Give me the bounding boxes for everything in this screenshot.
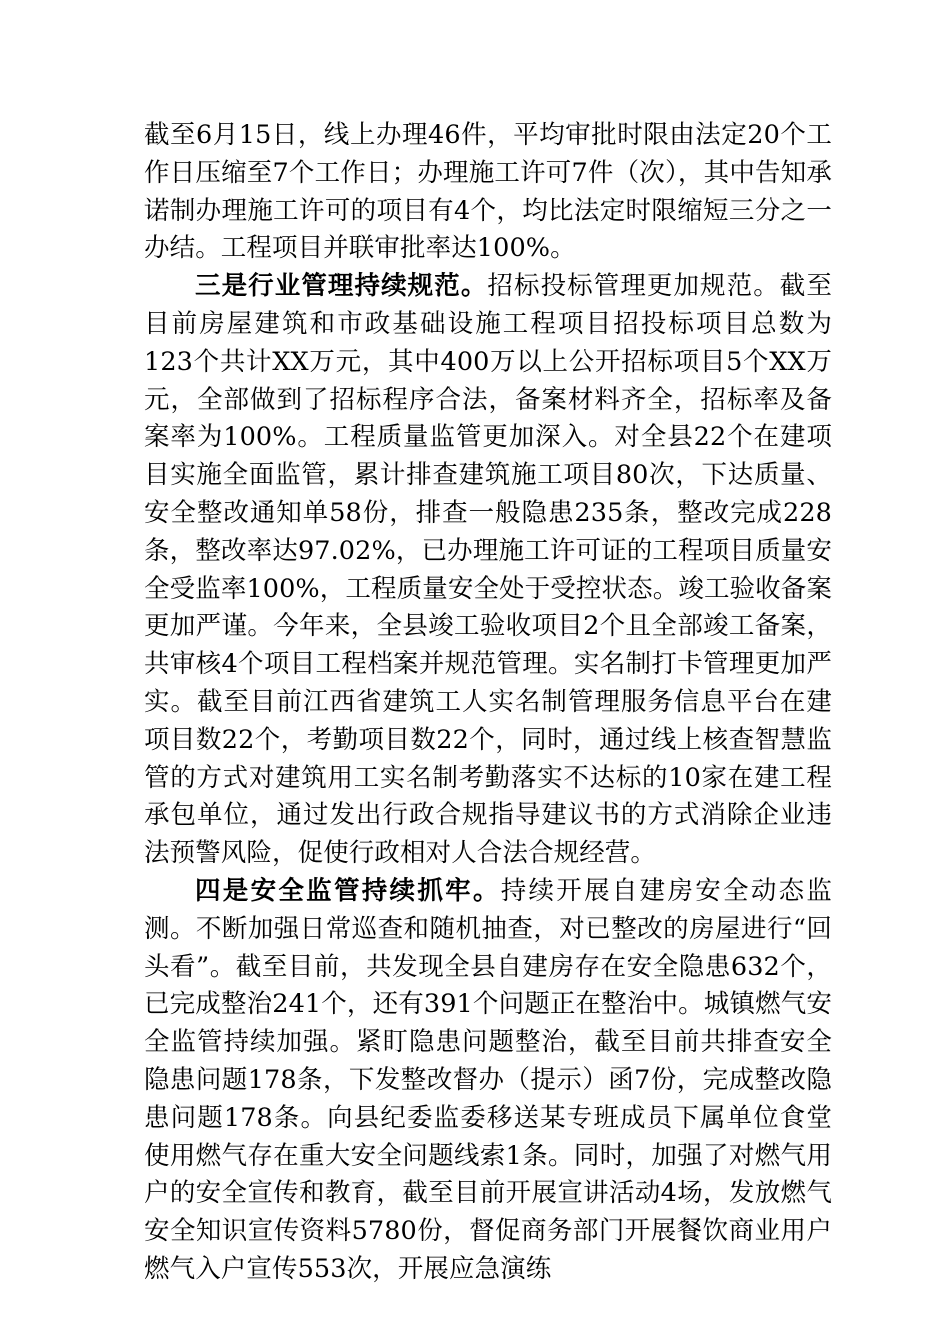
paragraph-industry-management [144,268,832,873]
document-page [144,117,832,1289]
paragraph-text: 截至6月15日，线上办理46件，平均审批时限由法定20个工作日压缩至7个工作日；办理施工许可7件（次），其中告知承诺制办理施工许可的项目有4个，均比法定时限缩短三分之一办结。工程项目并联审批率达100%。 [144,120,832,264]
paragraph-lead: 四是安全监管持续抓牢。 [195,875,501,906]
paragraph-approval-stats [144,117,832,268]
paragraph-safety-supervision [144,873,832,1289]
paragraph-lead: 三是行业管理持续规范。 [195,271,488,302]
paragraph-text: 招标投标管理更加规范。截至目前房屋建筑和市政基础设施工程项目招投标项目总数为123个共计XX万元，其中400万以上公开招标项目5个XX万元，全部做到了招标程序合法，备案材料齐全，招标率及备案率为100%。工程质量监管更加深入。对全县22个在建项目实施全面监管，累计排查建筑施工项目80次，下达质量、安全整改通知单58份，排查一般隐患235条，整改完成228条，整改率达97.02%，已办理施工许可证的工程项目质量安全受监率100%，工程质量安全处于受控状态。竣工验收备案更加严谨。今年来，全县竣工验收项目2个且全部竣工备案，共审核4个项目工程档案并规范管理。实名制打卡管理更加严实。截至目前江西省建筑工人实名制管理服务信息平台在建项目数22个，考勤项目数22个，同时，通过线上核查智慧监管的方式对建筑用工实名制考勤落实不达标的10家在建工程承包单位，通过发出行政合规指导建议书的方式消除企业违法预警风险，促使行政相对人合法合规经营。 [144,271,832,869]
paragraph-text: 持续开展自建房安全动态监测。不断加强日常巡查和随机抽查，对已整改的房屋进行“回头看”。截至目前，共发现全县自建房存在安全隐患632个，已完成整治241个，还有391个问题正在整治中。城镇燃气安全监管持续加强。紧盯隐患问题整治，截至目前共排查安全隐患问题178条，下发整改督办（提示）函7份，完成整改隐患问题178条。向县纪委监委移送某专班成员下属单位食堂使用燃气存在重大安全问题线索1条。同时，加强了对燃气用户的安全宣传和教育，截至目前开展宣讲活动4场，发放燃气安全知识宣传资料5780份，督促商务部门开展餐饮商业用户燃气入户宣传553次，开展应急演练 [144,875,832,1284]
